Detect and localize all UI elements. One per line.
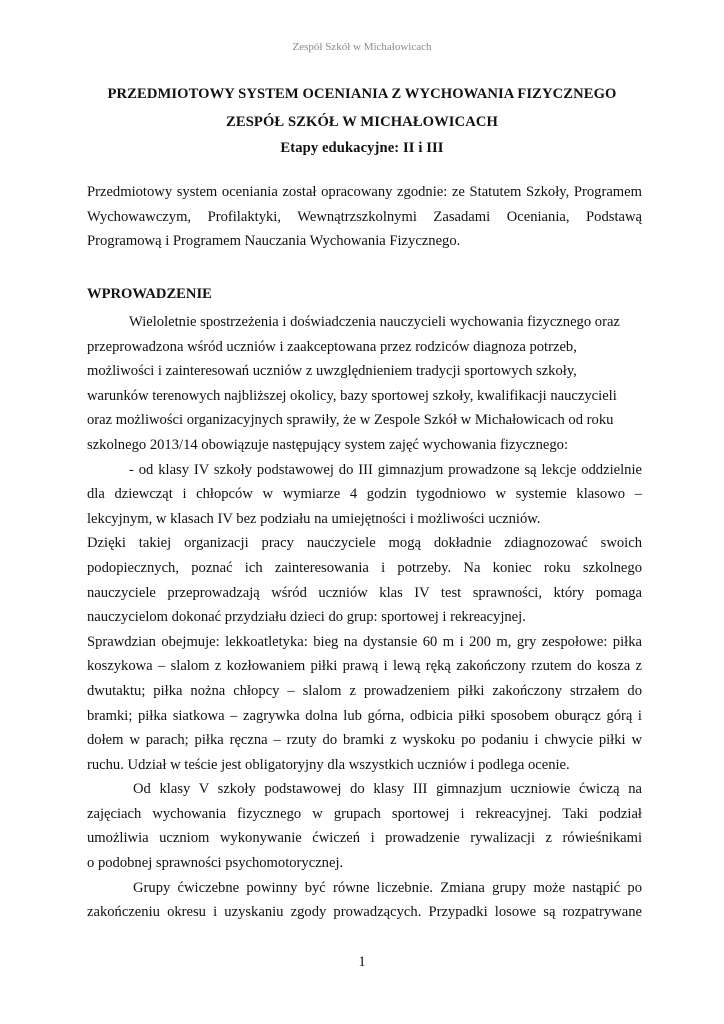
text-line: Dzięki takiej organizacji pracy nauczyciele mogą dokładnie zdiagnozować swoich xyxy=(87,535,642,552)
text-line: Wychowawczym, Profilaktyki, Wewnątrzszkolnymi Zasadami Oceniania, Podstawą xyxy=(87,208,642,225)
text-line: dla dziewcząt i chłopców w wymiarze 4 godzin tygodniowo w systemie klasowo – xyxy=(87,486,642,503)
text-line: koszykowa – slalom z kozłowaniem piłki prawą i lewą ręką zakończony rzutem do kosza z xyxy=(87,658,642,675)
text-line: Od klasy V szkoły podstawowej do klasy III gimnazjum uczniowie ćwiczą na xyxy=(133,781,642,798)
text-line: Przedmiotowy system oceniania został opracowany zgodnie: ze Statutem Szkoły, Programem xyxy=(87,184,642,200)
document-title: PRZEDMIOTOWY SYSTEM OCENIANIA Z WYCHOWANIA FIZYCZNEGO xyxy=(107,86,617,102)
text-line: możliwości i zainteresowań uczniów z uwzględnieniem tradycji sportowych szkoły, xyxy=(87,363,577,380)
text-line: lekcyjnym, w klasach IV bez podziału na umiejętności i możliwości uczniów. xyxy=(87,510,541,527)
text-line: dołem w parach; piłka ręczna – rzuty do bramki z wyskoku po podaniu i chwycie piłki w xyxy=(87,732,642,749)
page-number: 1 xyxy=(358,954,366,970)
text-line: Grupy ćwiczebne powinny być równe liczebnie. Zmiana grupy może nastąpić po xyxy=(133,879,642,896)
intro-paragraph xyxy=(87,180,642,254)
text-line: ruchu. Udział w teście jest obligatoryjny dla wszystkich uczniów i podlega ocenie. xyxy=(87,756,570,773)
text-line: zakończeniu okresu i uzyskaniu zgody prowadzących. Przypadki losowe są rozpatrywane xyxy=(87,904,642,921)
text-line: podopiecznych, poznać ich zainteresowania i potrzeby. Na koniec roku szkolnego xyxy=(87,559,642,576)
text-line: warunków terenowych najbliższej okolicy, bazy sportowej szkoły, kwalifikacji nauczycieli xyxy=(87,387,617,404)
text-line: szkolnego 2013/14 obowiązuje następujący system zajęć wychowania fizycznego: xyxy=(87,436,569,453)
text-line: o podobnej sprawności psychomotorycznej. xyxy=(87,855,344,872)
section-heading: WPROWADZENIE xyxy=(87,286,212,302)
text-line: umożliwia uczniom wykonywanie ćwiczeń i prowadzenie rywalizacji z rówieśnikami xyxy=(87,830,642,847)
text-line: zajęciach wychowania fizycznego w grupach sportowej i rekreacyjnej. Taki podział xyxy=(87,805,642,822)
text-line: Wieloletnie spostrzeżenia i doświadczenia nauczycieli wychowania fizycznego oraz xyxy=(129,314,620,330)
text-line: - od klasy IV szkoły podstawowej do III gimnazjum prowadzone są lekcje oddzielnie xyxy=(129,461,642,478)
text-line: dwutaktu; piłka nożna chłopcy – slalom z prowadzeniem piłki zakończony strzałem do xyxy=(87,682,642,699)
text-line: oraz możliwości organizacyjnych sprawiły, że w Zespole Szkół w Michałowicach od roku xyxy=(87,412,614,429)
school-name-title: ZESPÓŁ SZKÓŁ W MICHAŁOWICACH xyxy=(226,114,498,130)
text-line: nauczyciele przeprowadzają wśród uczniów klas IV test sprawności, który pomaga xyxy=(87,584,642,601)
text-line: nauczycielom dokonać przydziału dzieci do grup: sportowej i rekreacyjnej. xyxy=(87,609,526,626)
text-line: Programową i Programem Nauczania Wychowania Fizycznego. xyxy=(87,233,461,250)
section-body xyxy=(87,310,642,925)
education-stages-title: Etapy edukacyjne: II i III xyxy=(280,140,444,156)
text-line: przeprowadzona wśród uczniów i zaakceptowana przez rodziców diagnoza potrzeb, xyxy=(87,338,577,355)
text-line: Sprawdzian obejmuje: lekkoatletyka: bieg na dystansie 60 m i 200 m, gry zespołowe: piłka xyxy=(87,633,642,650)
running-header: Zespół Szkół w Michałowicach xyxy=(292,41,432,53)
text-line: bramki; piłka siatkowa – zagrywka dolna lub górna, odbicia piłki sposobem oburącz górą i xyxy=(87,707,642,724)
